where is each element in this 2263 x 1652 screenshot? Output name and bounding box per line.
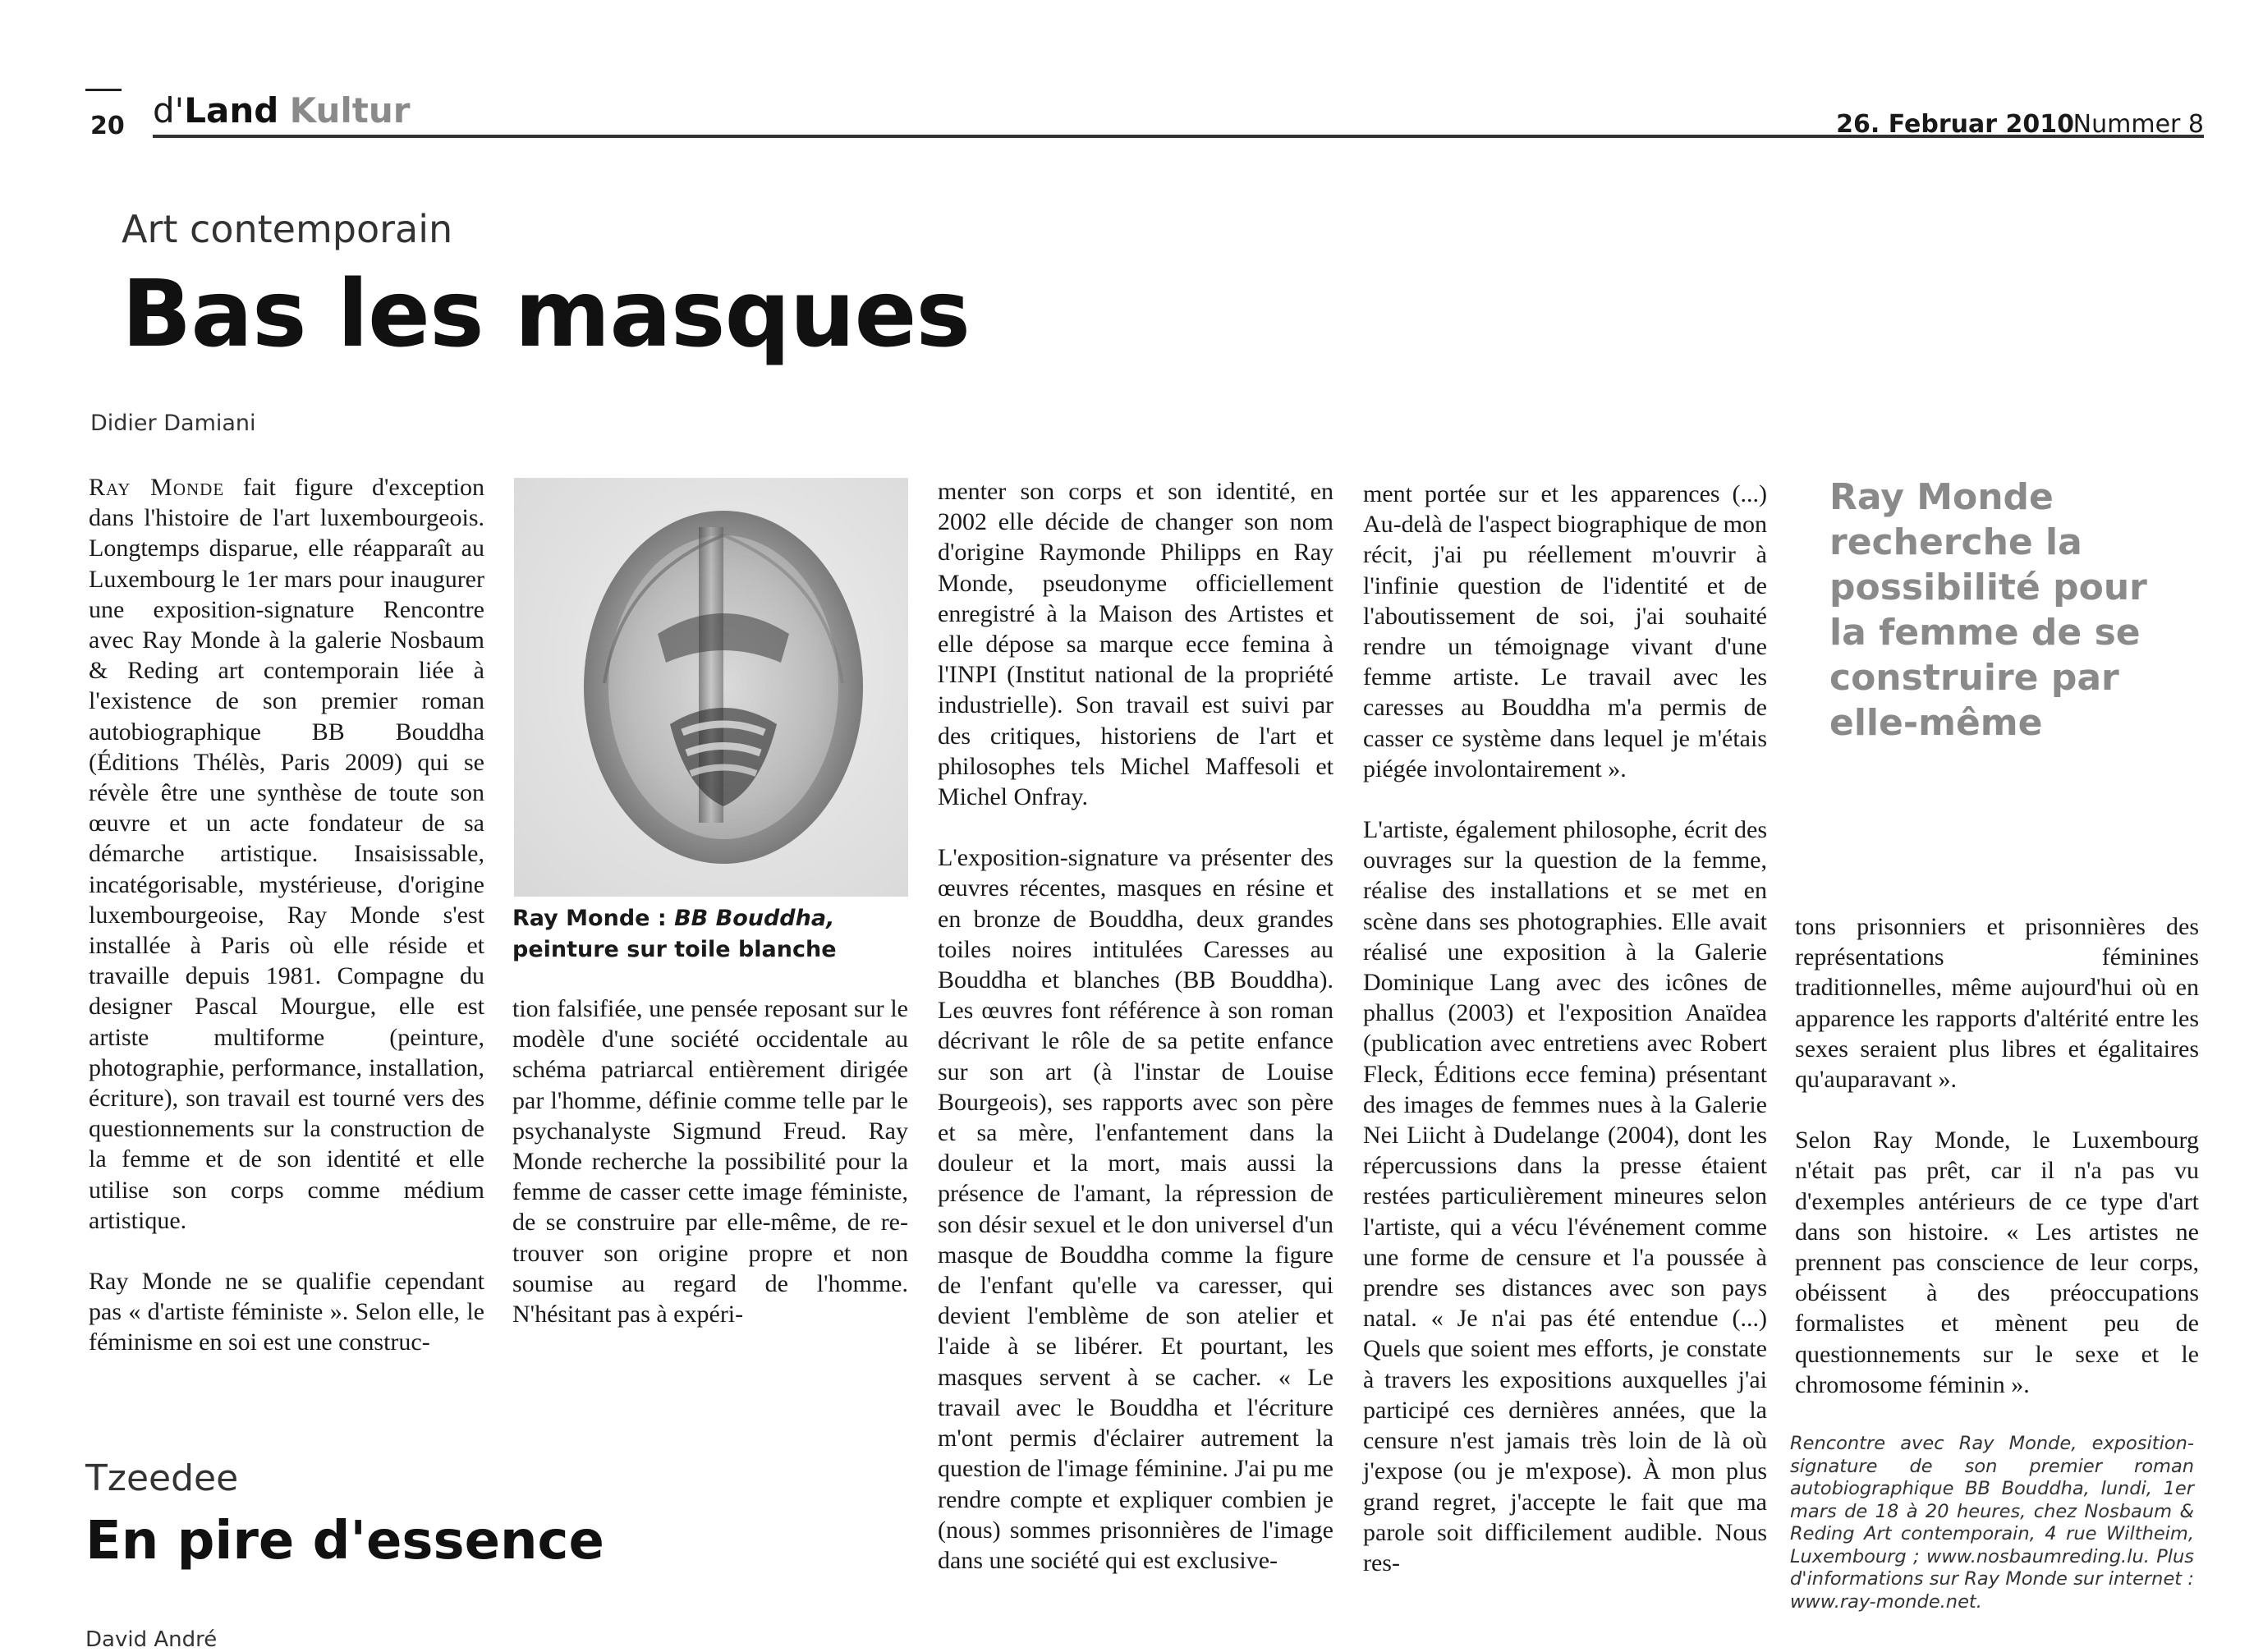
paragraph: L'exposition-signature va présenter des œuvres récentes, masques en résine et en bronze de Bouddha, deux grandes toiles noires intitulées Caresses au Bouddha et blanches (BB Bouddha). Les œuvres font référence à son roman décrivant le rôle de sa petite enfance sur son art (à l'instar de Louise Bourgeois), ses rapports avec son père et sa mère, l'enfantement dans la douleur et la mort, mais aussi la présence de l'amant, la répression de son désir sexuel et le don universel d'un masque de Bouddha comme la figure de l'enfant qu'elle va caresser, qui devient l'emblème de son atelier et l'aide à se libérer. Et pourtant, les masques servent à se cacher. « Le travail avec le Bouddha et l'écriture m'ont permis d'éclairer autrement la question de l'image féminine. J'ai pu me rendre compte et expliquer combien je (nous) sommes prisonnières de l'image dans une société qui est exclusive- [938, 844, 1333, 1574]
buddha-mask-illustration [514, 478, 908, 897]
paragraph: menter son corps et son identité, en 2002 elle décide de changer son nom d'origine Raymonde Philipps en Ray Monde, pseudonyme officiellement enregistré à la Maison des Artistes et elle dépose sa marque ecce femina à l'INPI (Institut national de la propriété industrielle). Son travail est suivi par des critiques, historiens de l'art et philosophes tels Michel Maffesoli et Michel Onfray. [938, 478, 1333, 811]
second-article-headline: En pire d'essence [85, 1511, 604, 1572]
page-number-rule [85, 89, 122, 91]
article-kicker: Art contemporain [122, 207, 453, 251]
paragraph: L'artiste, également philosophe, écrit des ouvrages sur la question de la femme, réalise des installations et se met en scène dans ses photographies. Elle avait réalisé une exposition à la Galerie Dominique Lang avec des icônes de phallus (2003) et l'exposition Anaïdea (publication avec entretiens avec Robert Fleck, Éditions ecce femina) présentant des images de femmes nues à la Galerie Nei Liicht à Dudelange (2004), dont les répercussions dans la presse étaient restées particulièrement mineures selon l'artiste, qui a vécu l'événement comme une forme de censure et l'a poussée à prendre ses distances avec son pays natal. « Je n'ai pas été entendue (...) Quels que soient mes efforts, je constate à travers les expositions auxquelles j'ai participé ces dernières années, que la censure n'est jamais très loin de là où j'expose (ou je m'expose). À mon plus grand regret, j'accepte le fait que ma parole soit difficilement audible. Nous res- [1363, 816, 1767, 1576]
lead-name: Ray Monde [89, 474, 225, 501]
pull-quote: Ray Monde recherche la possibilité pour la femme de se construire par elle-même [1829, 476, 2147, 744]
caption-title: BB Bouddha, [674, 906, 835, 931]
issue-date: 26. Februar 2010 [1836, 110, 2074, 139]
paragraph: tion falsifiée, une pensée reposant sur le modèle d'une société occidentale au schéma patriarcal entièrement dirigée par l'homme, définie comme telle par le psychanalyste Sigmund Freud. Ray Monde recherche la possibilité pour la femme de casser cette image féministe, de se construire par elle-même, de re-trouver son origine propre et non soumise au regard de l'homme. N'hésitant pas à expéri- [512, 995, 908, 1328]
article-column-1 [89, 472, 484, 1356]
page-number: 20 [90, 112, 125, 140]
paragraph: Ray Monde ne se qualifie cependant pas « d'artiste féministe ». Selon elle, le féminisme en soi est une construc- [89, 1268, 484, 1356]
article-column-4 [1363, 479, 1767, 1591]
second-article-kicker: Tzeedee [85, 1457, 239, 1499]
article-column-3 [938, 476, 1333, 1589]
paragraph: Selon Ray Monde, le Luxembourg n'était pas prêt, car il n'a pas vu d'exemples antérieurs de ce type d'art dans son histoire. « Les artistes ne prennent pas conscience de leur corps, obéissent à des préoccupations formalistes et mènent peu de questionnements sur le sexe et le chromosome féminin ». [1795, 1127, 2199, 1398]
image-caption: Ray Monde : BB Bouddha, peinture sur toile blanche [512, 906, 837, 962]
masthead-prefix: d' [153, 90, 185, 131]
second-article-byline: David André [85, 1627, 218, 1652]
issue-number: Nummer 8 [2073, 110, 2204, 139]
article-column-5 [1795, 911, 2199, 1396]
exhibition-info: Rencontre avec Ray Monde, exposition-signature de son premier roman autobiographique BB Bouddha, lundi, 1er mars de 18 à 20 heures, chez Nosbaum & Reding Art contemporain, 4 rue Wiltheim, Luxembourg ; www.nosbaumreding.lu. Plus d'informations sur Ray Monde sur internet : www.ray-monde.net. [1790, 1433, 2194, 1613]
paragraph: Ray Monde fait figure d'exception dans l'histoire de l'art luxembourgeois. Longtemps disparue, elle réapparaît au Luxembourg le 1er mars pour inaugurer une exposition-signature Rencontre avec Ray Monde à la galerie Nosbaum & Reding art contemporain liée à l'existence de son premier roman autobiographique BB Bouddha (Éditions Thélès, Paris 2009) qui se révèle être une synthèse de toute son œuvre et un acte fondateur de sa démarche artistique. Insaisissable, incatégorisable, mystérieuse, d'origine luxembourgeoise, Ray Monde s'est installée à Paris où elle réside et travaille depuis 1981. Compagne du designer Pascal Mourgue, elle est artiste multiforme (peinture, photographie, performance, installation, écriture), son travail est tourné vers des questionnements sur la construction de la femme et de son identité et elle utilise son corps comme médium artistique. [89, 474, 484, 1234]
masthead-name: Land [184, 90, 279, 131]
article-byline: Didier Damiani [90, 411, 256, 436]
section-name: Kultur [289, 90, 411, 131]
article-column-2 [512, 993, 908, 1342]
article-headline: Bas les masques [122, 261, 971, 368]
masthead [153, 90, 410, 131]
paragraph: ment portée sur et les apparences (...) Au-delà de l'aspect biographique de mon récit, j'ai pu réellement m'ouvrir à l'infinie question de l'identité et de l'aboutissement de soi, j'ai souhaité rendre un témoignage vivant d'une femme artiste. Le travail avec les caresses au Bouddha m'a permis de casser ce système dans lequel je m'étais piégée involontairement ». [1363, 480, 1767, 782]
paragraph: tons prisonniers et prisonnières des représentations féminines traditionnelles, même aujourd'hui où en apparence les rapports d'altérité entre les sexes seraient plus libres et égalitaires qu'auparavant ». [1795, 913, 2199, 1094]
artwork-image [514, 478, 908, 897]
